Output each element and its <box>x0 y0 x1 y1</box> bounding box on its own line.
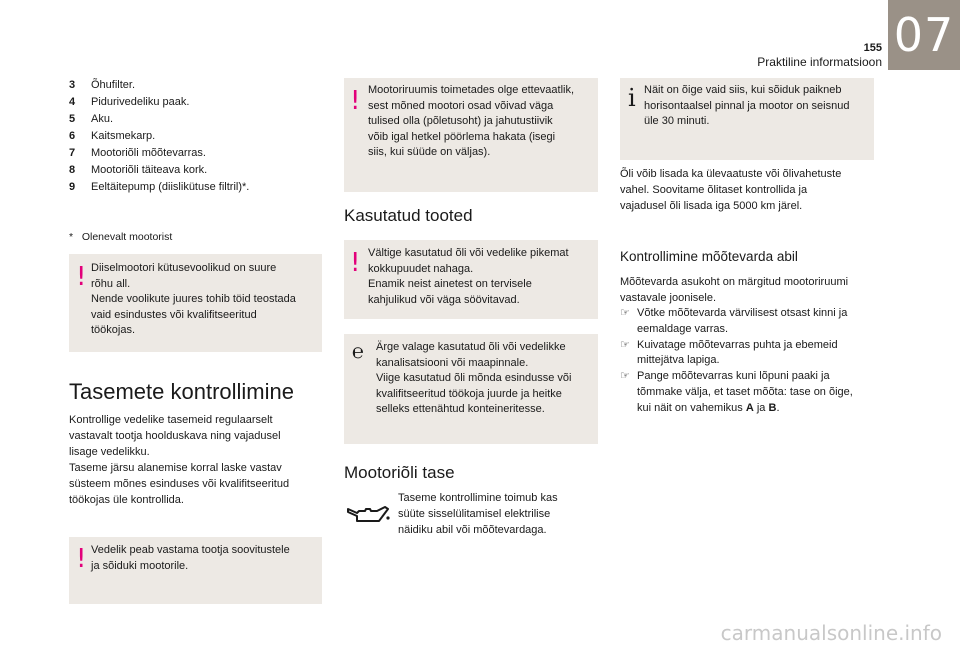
warning-box <box>69 537 322 604</box>
used-products-title: Kasutatud tooted <box>344 206 473 225</box>
section-title <box>69 379 294 405</box>
warning-box <box>344 240 598 319</box>
exclamation-icon: ! <box>76 544 87 574</box>
legend-item: 9 Eeltäitepump (diislikütuse filtril)*. <box>69 181 250 193</box>
eco-text: Ärge valage kasutatud õli või vedelikke kanalisatsiooni või maapinnale. Viige kasutatud õli mõnda esindusse või kvalifitseeritud töökoja juurde ja heitke selleks ettenähtud konteineritesse. <box>376 341 572 415</box>
body-text: Õli võib lisada ka ülevaatuste või õlivahetuste vahel. Soovitame õlitaset kontrollida ja vajadusel õli lisada iga 5000 km järel. <box>620 168 842 212</box>
instruction-list <box>620 306 882 417</box>
legend-item: 4 Pidurivedeliku paak. <box>69 96 190 108</box>
dipstick-title: Kontrollimine mõõtevarda abil <box>620 249 798 264</box>
dipstick-intro: Mõõtevarda asukoht on märgitud mootoriruumi vastavale joonisele. <box>620 276 849 304</box>
exclamation-icon: ! <box>76 262 87 292</box>
list-item: ☞ Pange mõõtevarras kuni lõpuni paaki ja tõmmake välja, et taset mõõta: tase on õige, kui näit on vahemikus A ja B. <box>620 369 882 416</box>
eco-leaf-icon: ℮ <box>352 339 365 363</box>
footnote: * Olenevalt mootorist <box>69 231 173 243</box>
exclamation-icon: ! <box>350 248 361 278</box>
oil-level-title: Mootoriõli tase <box>344 463 455 482</box>
body-text: Kontrollige vedelike tasemeid regulaarselt vastavalt tootja hoolduskava ning vajadusel lisage vedelikku. Taseme järsu alanemise korral laske vastav süsteem mõnes esinduses või kvalifitseeritud töökojas üle kontrollida. <box>69 414 290 506</box>
legend-item: 6 Kaitsmekarp. <box>69 130 156 142</box>
legend-item: 7 Mootoriõli mõõtevarras. <box>69 147 206 159</box>
legend-item: 8 Mootoriõli täiteava kork. <box>69 164 208 176</box>
page-number: 155 <box>863 42 882 54</box>
section-title <box>344 206 473 226</box>
list-item: ☞ Kuivatage mõõtevarras puhta ja ebemeid mittejätva lapiga. <box>620 338 882 370</box>
exclamation-icon: ! <box>350 86 361 116</box>
oil-level-text: Taseme kontrollimine toimub kas süüte sisselülitamisel elektrilise näidiku abil või mõõtevardaga. <box>398 492 558 536</box>
section-title <box>620 249 798 264</box>
arrow-bullet-icon: ☞ <box>620 307 630 319</box>
eco-box <box>344 334 598 444</box>
legend-item: 3 Õhufilter. <box>69 79 136 91</box>
legend-item: 5 Aku. <box>69 113 114 125</box>
watermark: carmanualsonline.info <box>720 621 942 645</box>
page-title: Tasemete kontrollimine <box>69 379 294 404</box>
chapter-number: 07 <box>893 8 955 62</box>
warning-text: Vedelik peab vastama tootja soovitustele ja sõiduki mootorile. <box>91 544 290 572</box>
arrow-bullet-icon: ☞ <box>620 338 630 351</box>
list-item: ☞ Võtke mõõtevarda värvilisest otsast kinni ja eemaldage varras. <box>620 306 882 338</box>
info-box <box>620 78 874 160</box>
info-text: Näit on õige vaid siis, kui sõiduk paikneb horisontaalsel pinnal ja mootor on seisnud üle 30 minuti. <box>644 84 850 127</box>
warning-box <box>69 254 322 352</box>
arrow-bullet-icon: ☞ <box>620 370 630 383</box>
warning-box <box>344 78 598 192</box>
component-legend <box>69 77 329 196</box>
oil-can-icon <box>345 503 391 525</box>
info-icon: i <box>628 84 636 112</box>
warning-text: Diiselmootori kütusevoolikud on suure rõhu all. Nende voolikute juures tohib töid teostada vaid esindustes või kvalifitseeritud töökojas. <box>91 262 296 336</box>
warning-text: Vältige kasutatud õli või vedelike pikemat kokkupuudet nahaga. Enamik neist ainetest on tervisele kahjulikud või väga söövitavad. <box>368 247 569 306</box>
section-name: Praktiline informatsioon <box>757 55 882 69</box>
section-title <box>344 463 455 483</box>
warning-text: Mootoriruumis toimetades olge ettevaatlik, sest mõned mootori osad võivad väga tulised olla (põletusoht) ja jahutustiivik võib igal hetkel pöörlema hakata (isegi siis, kui süüde on väljas). <box>368 84 575 158</box>
chapter-tab <box>888 0 960 70</box>
